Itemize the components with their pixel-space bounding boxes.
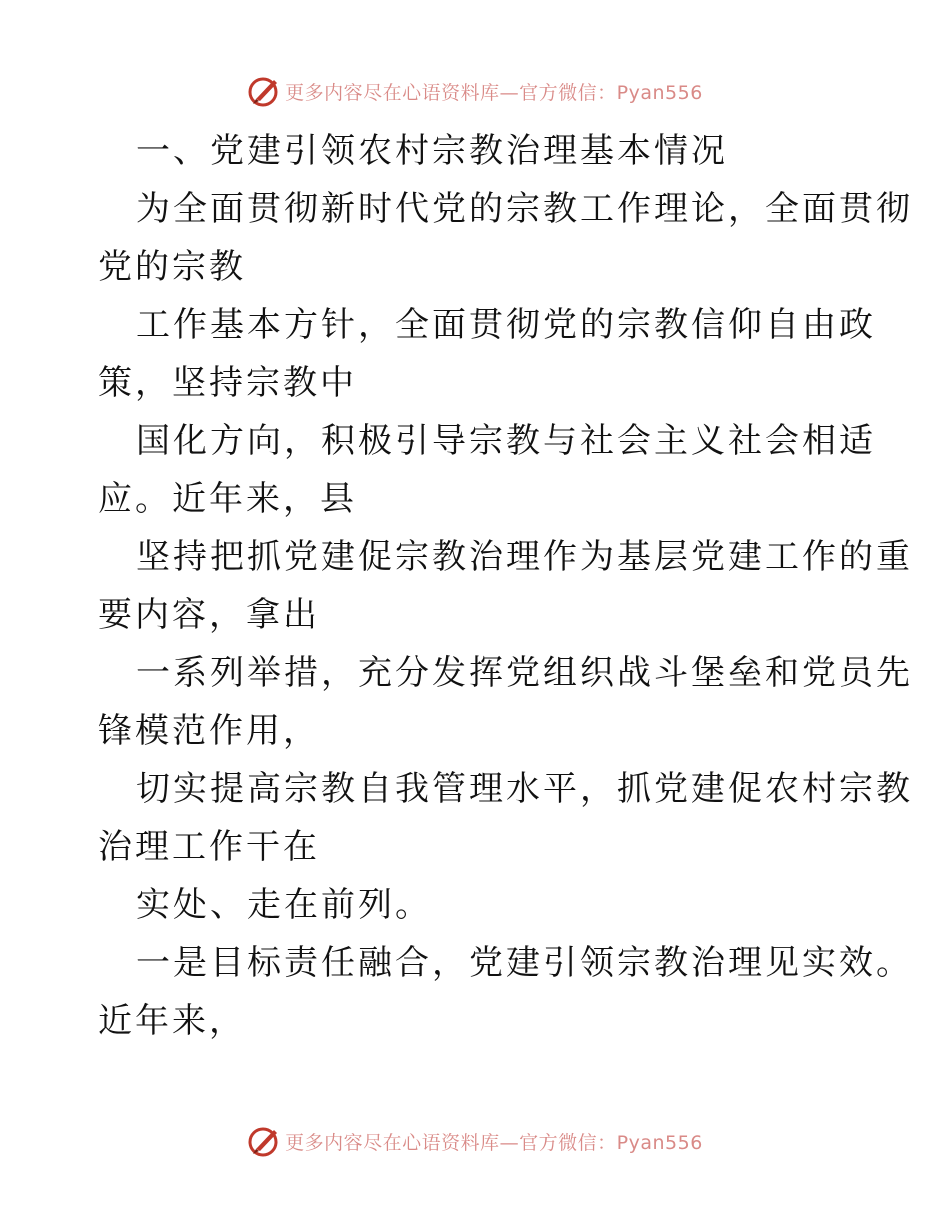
paragraph-line: 国化方向，积极引导宗教与社会主义社会相适 (136, 421, 876, 461)
paragraph-line: 锋模范作用， (98, 711, 320, 751)
section-heading: 一、党建引领农村宗教治理基本情况 (136, 131, 728, 171)
header-banner-text: 更多内容尽在心语资料库—官方微信：Pyan556 (285, 81, 703, 104)
paragraph-line: 党的宗教 (98, 247, 246, 287)
paragraph-line: 一是目标责任融合，党建引领宗教治理见实效。 (136, 943, 913, 983)
paragraph-line: 一系列举措，充分发挥党组织战斗堡垒和党员先 (136, 653, 913, 693)
paragraph-line: 为全面贯彻新时代党的宗教工作理论，全面贯彻 (136, 189, 913, 229)
quill-pen-logo-icon (247, 74, 281, 108)
paragraph-line: 近年来， (98, 1001, 246, 1041)
quill-pen-logo-icon (247, 1124, 281, 1158)
paragraph-line: 坚持把抓党建促宗教治理作为基层党建工作的重 (136, 537, 913, 577)
paragraph-line: 策，坚持宗教中 (98, 363, 357, 403)
document-body (98, 122, 913, 1050)
paragraph-line: 治理工作干在 (98, 827, 320, 867)
paragraph-line: 切实提高宗教自我管理水平，抓党建促农村宗教 (136, 769, 913, 809)
paragraph-line: 应。近年来，县 (98, 479, 357, 519)
footer-banner (0, 1121, 950, 1161)
paragraph-line: 实处、走在前列。 (136, 885, 432, 925)
header-banner (0, 71, 950, 111)
footer-banner-text: 更多内容尽在心语资料库—官方微信：Pyan556 (285, 1131, 703, 1154)
paragraph-line: 要内容，拿出 (98, 595, 320, 635)
paragraph-line: 工作基本方针，全面贯彻党的宗教信仰自由政 (136, 305, 876, 345)
